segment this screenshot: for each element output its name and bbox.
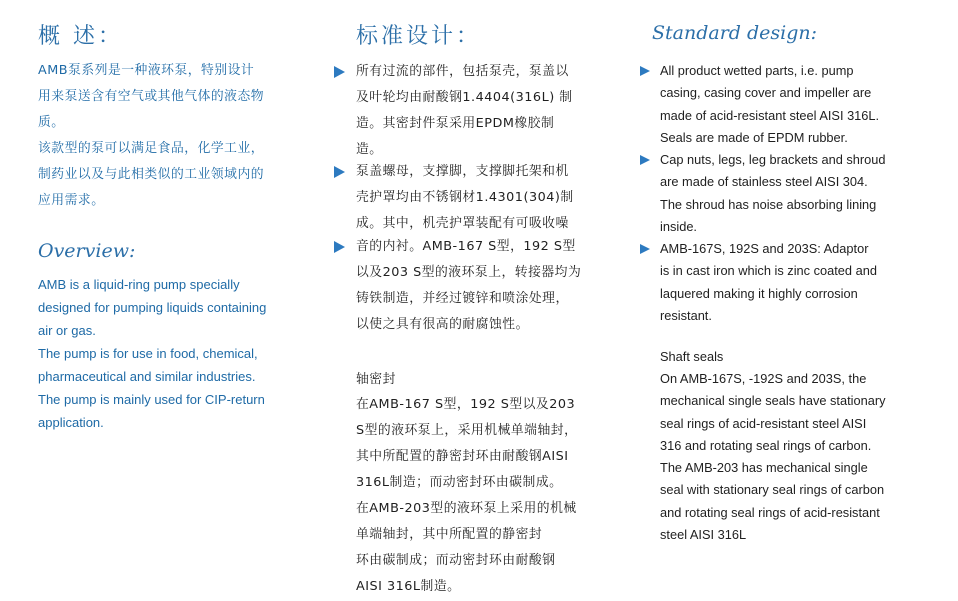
design-bullet-2-en (660, 149, 940, 238)
bullet-line: inside. (660, 218, 697, 234)
overview-en-line: air or gas. (38, 323, 96, 338)
overview-en-line: pharmaceutical and similar industries. (38, 369, 256, 384)
seal-line: On AMB-167S, -192S and 203S, the (660, 371, 867, 386)
overview-en-line: designed for pumping liquids containing (38, 300, 267, 315)
seal-line: The AMB-203 has mechanical single (660, 460, 868, 476)
design-bullet-3-cn (356, 234, 631, 338)
overview-heading-en: Overview: (38, 240, 136, 262)
overview-en-line: application. (38, 415, 104, 430)
bullet-line: Seals are made of EPDM rubber. (660, 129, 848, 145)
seal-line: and rotating seal rings of acid-resistant (660, 504, 880, 520)
overview-cn-line: 制药业以及与此相类似的工业领域内的 (38, 167, 265, 182)
bullet-line: 以及203 S型的液环泵上，转接器均为 (356, 265, 582, 280)
bullet-line: 造。 (356, 142, 383, 157)
seal-line: steel AISI 316L (660, 527, 747, 543)
seal-line: AISI 316L制造。 (356, 579, 461, 594)
bullet-arrow-icon (334, 241, 345, 253)
bullet-arrow-icon (640, 155, 650, 165)
bullet-line: 泵盖螺母，支撑脚，支撑脚托架和机 (356, 164, 569, 179)
standard-design-heading-en: Standard design: (652, 22, 818, 44)
overview-cn-line: AMB泵系列是一种液环泵，特别设计 (38, 63, 255, 78)
overview-heading-cn: 概 述： (38, 24, 123, 49)
bullet-line: 音的内衬。AMB-167 S型，192 S型 (356, 239, 576, 254)
bullet-line: 造。其密封件泵采用EPDM橡胶制 (356, 116, 555, 131)
bullet-line: casing, casing cover and impeller are (660, 85, 872, 101)
bullet-arrow-icon (640, 66, 650, 76)
seal-line: 其中所配置的静密封环由耐酸钢AISI (356, 449, 569, 464)
bullet-line: The shroud has noise absorbing lining (660, 196, 877, 212)
bullet-line: are made of stainless steel AISI 304. (660, 174, 868, 190)
seal-line: 环由碳制成；而动密封环由耐酸钢 (356, 553, 556, 568)
seal-line: 在AMB-203型的液环泵上采用的机械 (356, 501, 577, 516)
design-bullet-3-en (660, 238, 940, 327)
bullet-line: 壳护罩均由不锈钢材1.4301(304)制 (356, 190, 574, 205)
bullet-line: 成。其中，机壳护罩装配有可吸收噪 (356, 216, 569, 231)
overview-cn-line: 用来泵送含有空气或其他气体的液态物 (38, 89, 265, 104)
bullet-line: Cap nuts, legs, leg brackets and shroud (660, 152, 886, 167)
overview-cn-line: 应用需求。 (38, 193, 105, 208)
seal-line: S型的液环泵上，采用机械单端轴封， (356, 423, 578, 438)
bullet-line: 及叶轮均由耐酸钢1.4404(316L) 制 (356, 90, 573, 105)
seal-line: 316 and rotating seal rings of carbon. (660, 437, 872, 453)
overview-cn-line: 该款型的泵可以满足食品，化学工业， (38, 141, 265, 156)
overview-cn-line: 质。 (38, 115, 65, 130)
bullet-arrow-icon (334, 66, 345, 78)
bullet-line: All product wetted parts, i.e. pump (660, 63, 854, 78)
seal-line: 在AMB-167 S型，192 S型以及203 (356, 397, 576, 412)
seal-line: 316L制造；而动密封环由碳制成。 (356, 475, 563, 490)
overview-en-line: The pump is mainly used for CIP-return (38, 392, 265, 407)
seal-line: 单端轴封，其中所配置的静密封 (356, 527, 543, 542)
shaft-seal-title-cn: 轴密封 (356, 372, 396, 387)
overview-en-line: AMB is a liquid-ring pump specially (38, 277, 240, 292)
shaft-seal-text-en (660, 368, 940, 546)
bullet-line: made of acid-resistant steel AISI 316L. (660, 107, 880, 123)
shaft-seal-text-cn (356, 392, 631, 600)
bullet-line: 所有过流的部件，包括泵壳，泵盖以 (356, 64, 569, 79)
bullet-line: resistant. (660, 307, 712, 323)
seal-line: seal with stationary seal rings of carbon (660, 482, 885, 498)
design-bullet-2-cn (356, 159, 631, 237)
overview-en-line: The pump is for use in food, chemical, (38, 346, 258, 361)
bullet-line: AMB-167S, 192S and 203S: Adaptor (660, 241, 869, 256)
seal-line: mechanical single seals have stationary (660, 393, 886, 409)
shaft-seal-title-en: Shaft seals (660, 349, 724, 364)
bullet-line: laquered making it highly corrosion (660, 285, 858, 301)
bullet-arrow-icon (640, 244, 650, 254)
standard-design-heading-cn: 标准设计： (356, 24, 482, 49)
bullet-line: 铸铁制造，并经过镀锌和喷涂处理， (356, 291, 569, 306)
design-bullet-1-en (660, 60, 940, 149)
seal-line: seal rings of acid-resistant steel AISI (660, 415, 867, 431)
design-bullet-1-cn (356, 59, 631, 163)
overview-text-cn (38, 58, 323, 214)
bullet-line: 以使之具有很高的耐腐蚀性。 (356, 317, 529, 332)
overview-text-en (38, 273, 323, 434)
bullet-arrow-icon (334, 166, 345, 178)
bullet-line: is in cast iron which is zinc coated and (660, 263, 877, 279)
